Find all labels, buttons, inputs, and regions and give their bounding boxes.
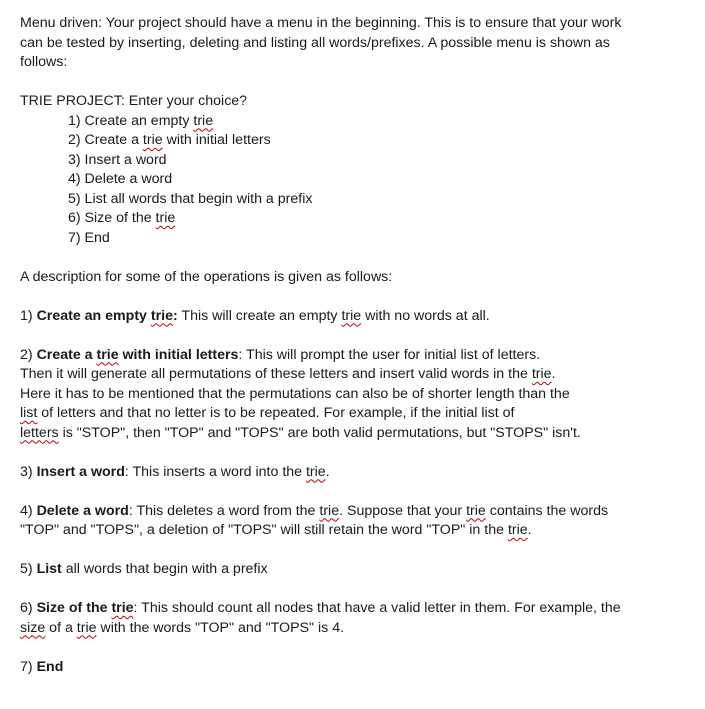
menu-item: 2) Create a trie with initial letters	[68, 132, 271, 148]
blank-line	[20, 248, 680, 268]
menu-item: 3) Insert a word	[68, 151, 167, 168]
op4-title: Delete a word	[36, 502, 129, 519]
description-heading: A description for some of the operations is given as follows:	[20, 268, 393, 285]
intro-line-3: follows:	[20, 54, 68, 70]
blank-line	[20, 482, 680, 502]
menu-item: 5) List all words that begin with a prefix	[68, 190, 313, 207]
op1-title: Create an empty trie:	[36, 307, 178, 324]
blank-line	[20, 638, 680, 658]
op2-line-2: Then it will generate all permutations of these letters and insert valid words in the trie.	[20, 366, 556, 382]
menu-prompt: TRIE PROJECT: Enter your choice?	[20, 93, 248, 109]
menu-item: 7) End	[68, 229, 110, 246]
op5-paragraph: 5) List all words that begin with a prefix	[20, 561, 268, 577]
blank-line	[20, 541, 680, 561]
op3-paragraph: 3) Insert a word: This inserts a word into the trie.	[20, 463, 330, 480]
op2-line-3: Here it has to be mentioned that the permutations can also be of shorter length than the	[20, 385, 570, 402]
blank-line	[20, 73, 680, 93]
menu-item: 4) Delete a word	[68, 171, 173, 187]
op7-title: End	[36, 658, 64, 675]
op2-line-4: list of letters and that no letter is to be repeated. For example, if the initial list of	[20, 405, 515, 421]
op6-line-1: 6) Size of the trie: This should count all nodes that have a valid letter in them. For example, the	[20, 600, 621, 616]
intro-line-2: can be tested by inserting, deleting and listing all words/prefixes. A possible menu is shown as	[20, 34, 610, 51]
blank-line	[20, 287, 680, 307]
op2-line-5: letters is "STOP", then "TOP" and "TOPS" are both valid permutations, but "STOPS" isn't.	[20, 424, 581, 441]
blank-line	[20, 580, 680, 600]
op6-title: Size of the trie	[36, 600, 134, 616]
blank-line	[20, 326, 680, 346]
menu-item: 6) Size of the trie	[68, 210, 176, 226]
menu-list	[20, 112, 680, 249]
document-body	[20, 14, 680, 677]
op2-line-1: 2) Create a trie with initial letters: This will prompt the user for initial list of letters.	[20, 346, 541, 363]
op1-paragraph: 1) Create an empty trie: This will create an empty trie with no words at all.	[20, 307, 490, 324]
intro-line-1: Menu driven: Your project should have a menu in the beginning. This is to ensure that your work	[20, 15, 622, 31]
op3-title: Insert a word	[36, 463, 125, 480]
op2-title: Create a trie with initial letters	[36, 346, 239, 363]
op6-line-2: size of a trie with the words "TOP" and "TOPS" is 4.	[20, 619, 345, 636]
op4-line-1: 4) Delete a word: This deletes a word from the trie. Suppose that your trie contains the words	[20, 502, 609, 519]
blank-line	[20, 443, 680, 463]
menu-item: 1) Create an empty trie	[68, 112, 214, 129]
op7-paragraph: 7) End	[20, 658, 64, 675]
op5-title: List	[36, 561, 62, 577]
op4-line-2: "TOP" and "TOPS", a deletion of "TOPS" will still retain the word "TOP" in the trie.	[20, 522, 532, 538]
